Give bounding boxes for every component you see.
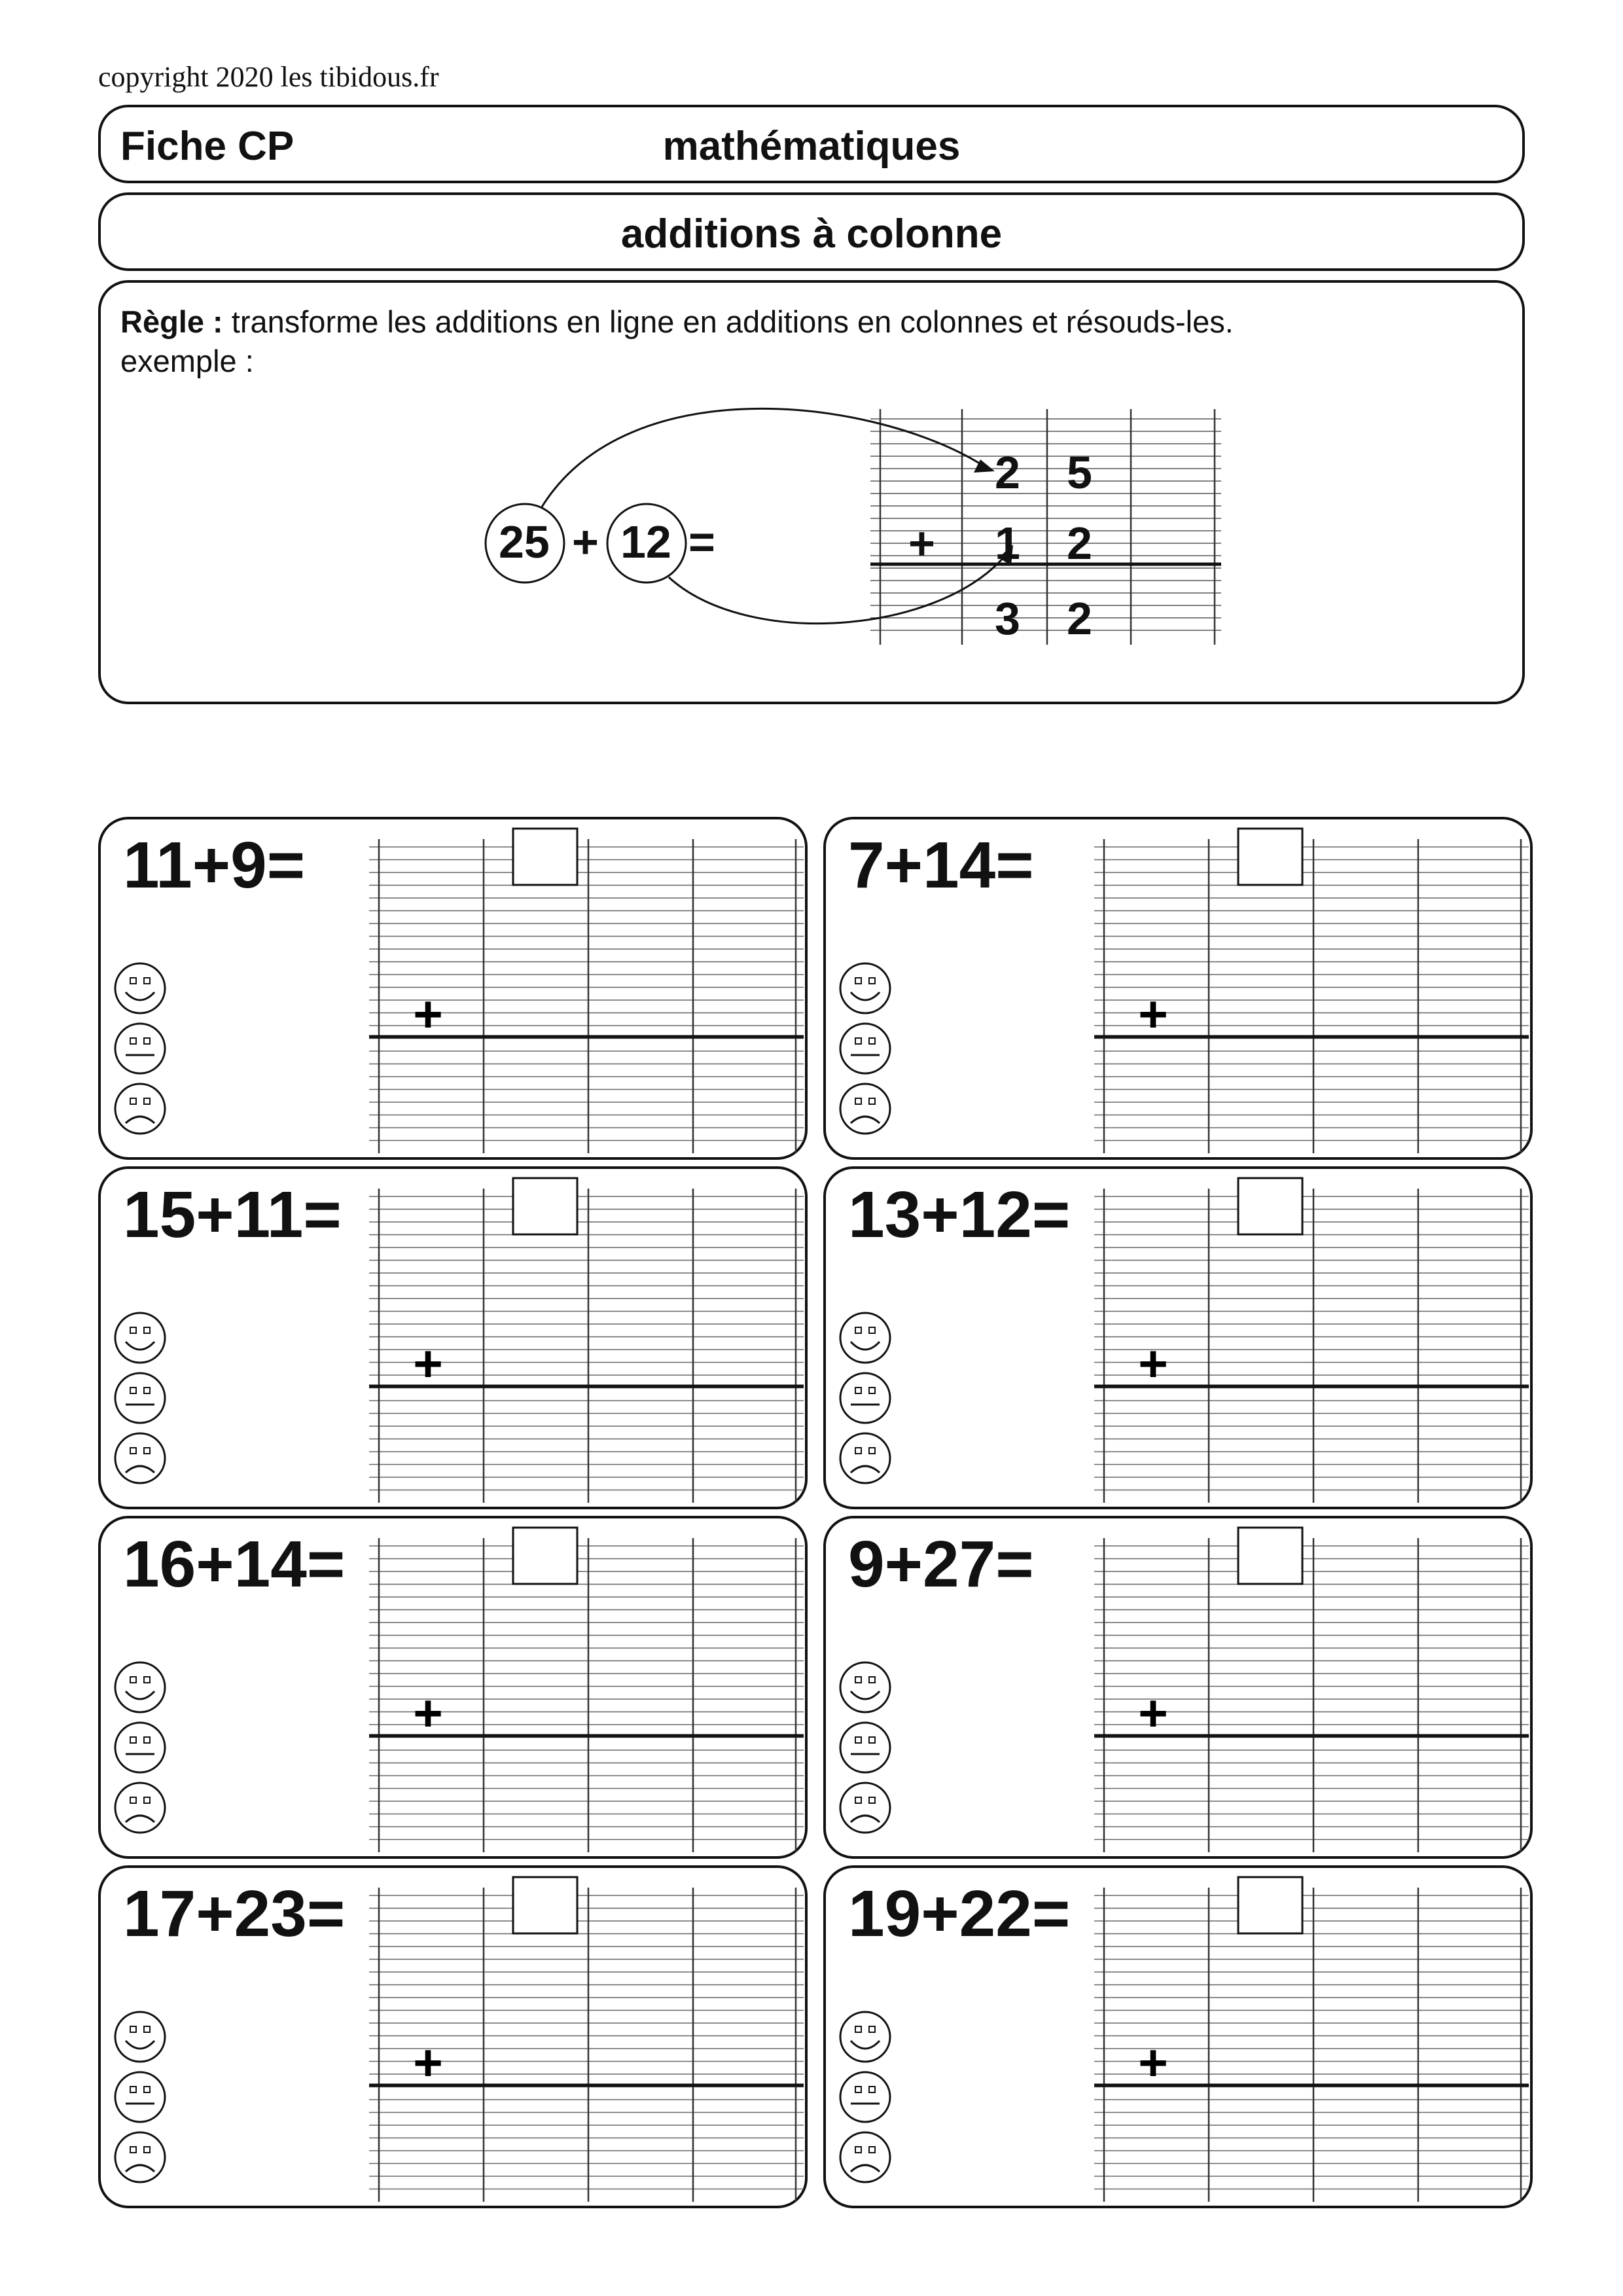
example-addend-b: 12 bbox=[620, 516, 671, 567]
happy-face-icon[interactable] bbox=[840, 963, 890, 1013]
example-top-tens: 2 bbox=[995, 447, 1020, 498]
exercise-equation: 19+22= bbox=[848, 1877, 1071, 1950]
subject-label: mathématiques bbox=[662, 124, 961, 169]
example-top-units: 5 bbox=[1067, 447, 1092, 498]
exercise-card bbox=[823, 1516, 1533, 1859]
exercise-card bbox=[823, 1865, 1533, 2208]
happy-face-icon[interactable] bbox=[840, 1313, 890, 1363]
exercise-grid-area bbox=[101, 1868, 810, 2211]
exercise-equation: 17+23= bbox=[123, 1877, 346, 1950]
example-plus: + bbox=[572, 516, 599, 567]
exercise-equation: 15+11= bbox=[123, 1178, 342, 1251]
copyright: copyright 2020 les tibidous.fr bbox=[98, 61, 439, 93]
example-column-plus: + bbox=[908, 518, 935, 569]
sad-face-icon[interactable] bbox=[840, 1084, 890, 1134]
happy-face-icon[interactable] bbox=[115, 1662, 165, 1712]
example-diagram bbox=[0, 0, 1623, 720]
neutral-face-icon[interactable] bbox=[840, 2072, 890, 2122]
carry-box[interactable] bbox=[1238, 1178, 1302, 1234]
neutral-face-icon[interactable] bbox=[115, 1723, 165, 1772]
plus-sign: + bbox=[413, 985, 443, 1043]
carry-box[interactable] bbox=[513, 1528, 577, 1584]
exercise-card bbox=[98, 1516, 808, 1859]
rule-label: Règle : bbox=[120, 304, 223, 339]
topic-label: additions à colonne bbox=[620, 211, 1003, 257]
happy-face-icon[interactable] bbox=[115, 963, 165, 1013]
level-label: Fiche CP bbox=[120, 124, 294, 169]
happy-face-icon[interactable] bbox=[115, 2012, 165, 2062]
happy-face-icon[interactable] bbox=[840, 2012, 890, 2062]
neutral-face-icon[interactable] bbox=[115, 1024, 165, 1073]
neutral-face-icon[interactable] bbox=[840, 1723, 890, 1772]
example-bottom-tens: 1 bbox=[995, 518, 1020, 569]
happy-face-icon[interactable] bbox=[115, 1313, 165, 1363]
exercise-equation: 7+14= bbox=[848, 829, 1034, 902]
exercise-equation: 9+27= bbox=[848, 1528, 1034, 1601]
exercise-grid-area bbox=[101, 1169, 810, 1512]
example-bottom-units: 2 bbox=[1067, 518, 1092, 569]
arrow-bottom bbox=[669, 556, 1005, 624]
plus-sign: + bbox=[413, 1684, 443, 1742]
sad-face-icon[interactable] bbox=[840, 1433, 890, 1483]
exercise-grid-area bbox=[826, 1169, 1535, 1512]
exercise-card bbox=[98, 817, 808, 1160]
example-label: exemple : bbox=[120, 344, 254, 378]
sad-face-icon[interactable] bbox=[115, 2132, 165, 2182]
exercise-equation: 11+9= bbox=[123, 829, 306, 902]
carry-box[interactable] bbox=[513, 1178, 577, 1234]
exercise-grid-area bbox=[101, 819, 810, 1162]
neutral-face-icon[interactable] bbox=[115, 2072, 165, 2122]
exercise-card bbox=[823, 817, 1533, 1160]
exercise-grid-area bbox=[826, 1868, 1535, 2211]
exercise-card bbox=[98, 1166, 808, 1509]
example-addend-a: 25 bbox=[499, 516, 550, 567]
example-result-units: 2 bbox=[1067, 593, 1092, 644]
exercise-equation: 16+14= bbox=[123, 1528, 346, 1601]
neutral-face-icon[interactable] bbox=[840, 1024, 890, 1073]
exercise-card bbox=[98, 1865, 808, 2208]
carry-box[interactable] bbox=[1238, 1877, 1302, 1933]
exercise-grid-area bbox=[826, 1518, 1535, 1861]
sad-face-icon[interactable] bbox=[115, 1783, 165, 1833]
carry-box[interactable] bbox=[1238, 1528, 1302, 1584]
sad-face-icon[interactable] bbox=[840, 1783, 890, 1833]
exercise-equation: 13+12= bbox=[848, 1178, 1071, 1251]
example-equals: = bbox=[688, 516, 715, 567]
plus-sign: + bbox=[413, 2034, 443, 2091]
carry-box[interactable] bbox=[513, 829, 577, 885]
example-result-tens: 3 bbox=[995, 593, 1020, 644]
sad-face-icon[interactable] bbox=[115, 1433, 165, 1483]
plus-sign: + bbox=[1138, 2034, 1168, 2091]
neutral-face-icon[interactable] bbox=[115, 1373, 165, 1423]
plus-sign: + bbox=[1138, 1335, 1168, 1392]
exercise-card bbox=[823, 1166, 1533, 1509]
sad-face-icon[interactable] bbox=[115, 1084, 165, 1134]
exercise-grid-area bbox=[826, 819, 1535, 1162]
carry-box[interactable] bbox=[1238, 829, 1302, 885]
neutral-face-icon[interactable] bbox=[840, 1373, 890, 1423]
rule-text: transforme les additions en ligne en additions en colonnes et résouds-les. bbox=[231, 304, 1234, 339]
plus-sign: + bbox=[1138, 1684, 1168, 1742]
carry-box[interactable] bbox=[513, 1877, 577, 1933]
exercise-grid-area bbox=[101, 1518, 810, 1861]
plus-sign: + bbox=[1138, 985, 1168, 1043]
sad-face-icon[interactable] bbox=[840, 2132, 890, 2182]
happy-face-icon[interactable] bbox=[840, 1662, 890, 1712]
plus-sign: + bbox=[413, 1335, 443, 1392]
